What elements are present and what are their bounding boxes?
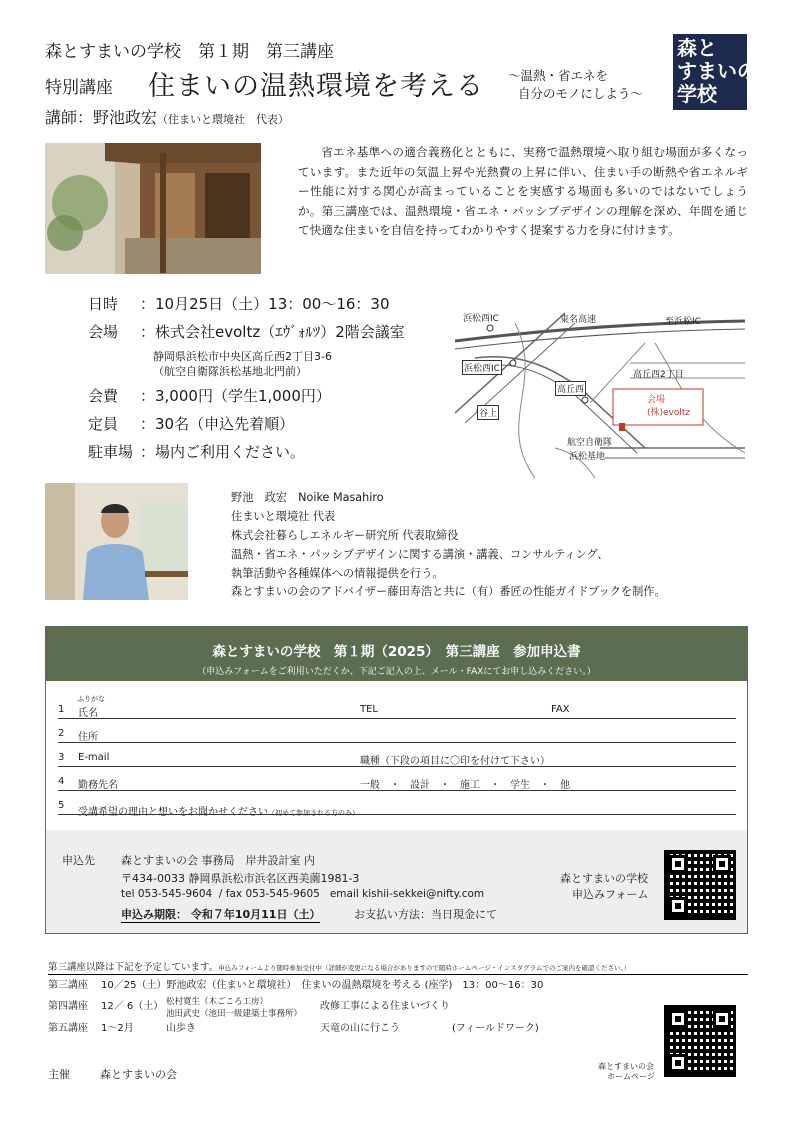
job-field-label: 職種（下段の項目に〇印を付けて下さい） (360, 756, 550, 767)
lecture5-who: 山歩き (166, 1023, 196, 1034)
bio-name: 野池 政宏 Noike Masahiro (231, 491, 384, 504)
lecture5-type: (フィールドワーク) (452, 1023, 539, 1034)
contact-deadline: 申込み期限： 令和７年10月11日（土） (121, 908, 321, 921)
fee-value: ：3,000円（学生1,000円） (140, 387, 331, 405)
workplace-field-label[interactable]: 勤務先名 (78, 780, 118, 791)
subtitle-2: 自分のモノにしよう～ (518, 86, 643, 101)
school-logo (673, 34, 757, 110)
qr2-finder-bl (669, 1054, 687, 1072)
row5-line (58, 814, 736, 815)
lecture5-label: 第五講座 (48, 1023, 88, 1034)
qr-finder-tl (669, 855, 687, 873)
map-label-takaoka: 高丘西 (555, 381, 586, 396)
qr-finder-bl (669, 897, 687, 915)
qr-finder-tr (713, 855, 731, 873)
house-photo-art (45, 143, 261, 274)
map-label-yagami: 谷上 (477, 405, 499, 420)
lecture4-label: 第四講座 (48, 1001, 88, 1012)
venue-label: 会場 (88, 323, 119, 341)
lecturer-affil: （住まいと環境社 代表） (157, 113, 290, 126)
lecture4-date: 12／ 6（土） (101, 1001, 164, 1012)
contact-phone: tel 053-545-9604 / fax 053-545-9605 email kishii-sekkei@nifty.com (121, 888, 485, 900)
house-photo (45, 143, 261, 274)
venue-map (455, 303, 745, 478)
lecturer-name: 講師：野池政宏 (45, 108, 158, 127)
homepage-label-1[interactable]: 森とすまいの会 (598, 1062, 654, 1071)
lecture5-date: 1～2月 (101, 1023, 134, 1034)
row4-line (58, 790, 736, 791)
lecturer-photo-art (45, 483, 188, 600)
map-label-venue-1: 会場 (647, 395, 666, 405)
map-label-ic-mid: 浜松西IC (462, 360, 502, 375)
row1-number: 1 (58, 704, 65, 715)
form-link-label-1[interactable]: 森とすまいの学校 (560, 872, 648, 885)
name-field-label[interactable]: 氏名 (78, 708, 98, 719)
form-qr-code[interactable] (664, 850, 736, 920)
lecture4-topic: 改修工事による住まいづくり (320, 1001, 450, 1012)
row5-number: 5 (58, 800, 65, 811)
qr2-finder-tr (713, 1010, 731, 1028)
furigana-label: ふりがな (77, 695, 105, 703)
email-field-label[interactable]: E-mail (78, 752, 110, 763)
row2-number: 2 (58, 728, 65, 739)
page-title: 住まいの温熱環境を考える (148, 71, 484, 102)
lecture3-text: 10／25（土）野池政宏（住まいと環境社） 住まいの温熱環境を考える (座学) 13：00～16：30 (101, 980, 544, 991)
lecturer-photo (45, 483, 188, 600)
date-label: 日時 (88, 295, 119, 313)
row4-number: 4 (58, 776, 65, 787)
lecture3-label: 第三講座 (48, 980, 88, 991)
date-value: ：10月25日（土）13：00～16：30 (140, 295, 390, 313)
capacity-label: 定員 (88, 415, 119, 433)
map-label-takaoka-2: 高丘西2丁目 (633, 370, 684, 380)
row1-line (58, 718, 736, 719)
subtitle-1: ～温熱・省エネを (508, 68, 609, 83)
host-label: 主催 (48, 1068, 70, 1081)
contact-payment: お支払い方法：当日現金にて (354, 908, 497, 921)
host-name: 森とすまいの会 (100, 1068, 177, 1081)
map-label-base-2: 浜松基地 (569, 452, 606, 462)
contact-org: 森とすまいの会 事務局 岸井設計室 内 (121, 854, 315, 867)
schedule-head (48, 955, 748, 975)
fee-label: 会費 (88, 387, 119, 405)
reason-field-note: （初めて参加される方のみ） (268, 809, 359, 817)
address-1: 静岡県浜松市中央区高丘西2丁目3-6 (153, 350, 332, 363)
parking-value: ：場内ご利用ください。 (140, 443, 306, 461)
bio-line-1: 住まいと環境社 代表 (231, 510, 336, 523)
lecture5-topic: 天竜の山に行こう (320, 1023, 400, 1034)
bio-line-5: 森とすまいの会のアドバイザー藤田寿浩と共に（有）番匠の性能ガイドブックを制作。 (231, 585, 666, 598)
job-options[interactable]: 一般 ・ 設計 ・ 施工 ・ 学生 ・ 他 (360, 780, 570, 791)
homepage-qr-code[interactable] (664, 1005, 736, 1077)
tel-field-label[interactable]: TEL (360, 704, 378, 715)
map-label-venue-2: (株)evoltz (647, 408, 691, 418)
form-note: （申込みフォームをご利用いただくか、下記ご記入の上、メール・FAXにてお申し込みください。） (197, 667, 596, 677)
bio-line-3: 温熱・省エネ・パッシブデザインに関する講演・講義、コンサルティング、 (231, 548, 609, 561)
qr2-finder-tl (669, 1010, 687, 1028)
row3-line (58, 766, 736, 767)
row3-number: 3 (58, 752, 65, 763)
lecture4-who-2: 池田武史（池田一級建築士事務所） (166, 1009, 303, 1019)
capacity-value: ：30名（申込先着順） (140, 415, 295, 433)
map-label-to-ic: 至浜松IC (665, 317, 701, 327)
schedule-head-text: 第三講座以降は下記を予定しています。 (48, 962, 219, 973)
venue-value: ：株式会社evoltz（ｴｳﾞｫﾙﾂ）2階会議室 (140, 323, 405, 341)
address-field-label[interactable]: 住所 (78, 732, 98, 743)
logo-line-1: 森と (677, 36, 717, 60)
reason-field-label[interactable]: 受講希望の理由と想いをお聞かせください (78, 807, 268, 818)
form-header (45, 626, 748, 681)
homepage-label-2[interactable]: ホームページ (607, 1072, 655, 1081)
map-label-tomei: 東名高速 (560, 315, 597, 325)
parking-label: 駐車場 (88, 443, 134, 461)
lecture4-who-1: 松村寛生（木ごころ工房） (166, 997, 269, 1007)
contact-label: 申込先 (62, 854, 95, 867)
map-label-base-1: 航空自衛隊 (567, 438, 613, 448)
row2-line (58, 742, 736, 743)
logo-line-3: 学校 (677, 82, 717, 106)
schedule-head-note: 申込みフォームより随時参加受付中（詳細が変更になる場合がありますので随時ホームページ・インスタグラムでのご案内を確認ください。） (218, 964, 631, 972)
course-line: 森とすまいの学校 第１期 第三講座 (45, 42, 334, 62)
lecturer-label (45, 105, 289, 128)
contact-address: 〒434-0033 静岡県浜松市浜名区西美薗1981-3 (121, 872, 360, 885)
logo-line-2: すまいの (677, 59, 757, 83)
fax-field-label[interactable]: FAX (551, 704, 570, 715)
address-2: （航空自衛隊浜松基地北門前） (153, 365, 307, 378)
reason-field (78, 800, 359, 819)
special-label: 特別講座 (45, 78, 113, 98)
map-label-ic-top: 浜松西IC (463, 314, 499, 324)
form-title: 森とすまいの学校 第１期（2025） 第三講座 参加申込書 (212, 644, 581, 660)
bio-line-4: 執筆活動や各種媒体への情報提供を行う。 (231, 567, 444, 580)
bio-line-2: 株式会社暮らしエネルギー研究所 代表取締役 (231, 529, 459, 542)
form-link-label-2[interactable]: 申込みフォーム (572, 888, 649, 901)
intro-text: 省エネ基準への適合義務化とともに、実務で温熱環境へ取り組む場面が多くなっています。また近年の気温上昇や光熱費の上昇に伴い、住まい手の断熱や省エネルギー性能に対する関心が高まっていることを実感する場面も多いのではないでしょうか。第三講座では、温熱環境・省エネ・パッシブデザインの理解を深め、年間を通じて快適な住まいを自信を持ってわかりやすく提案する力を身に付けます。 (298, 145, 748, 237)
